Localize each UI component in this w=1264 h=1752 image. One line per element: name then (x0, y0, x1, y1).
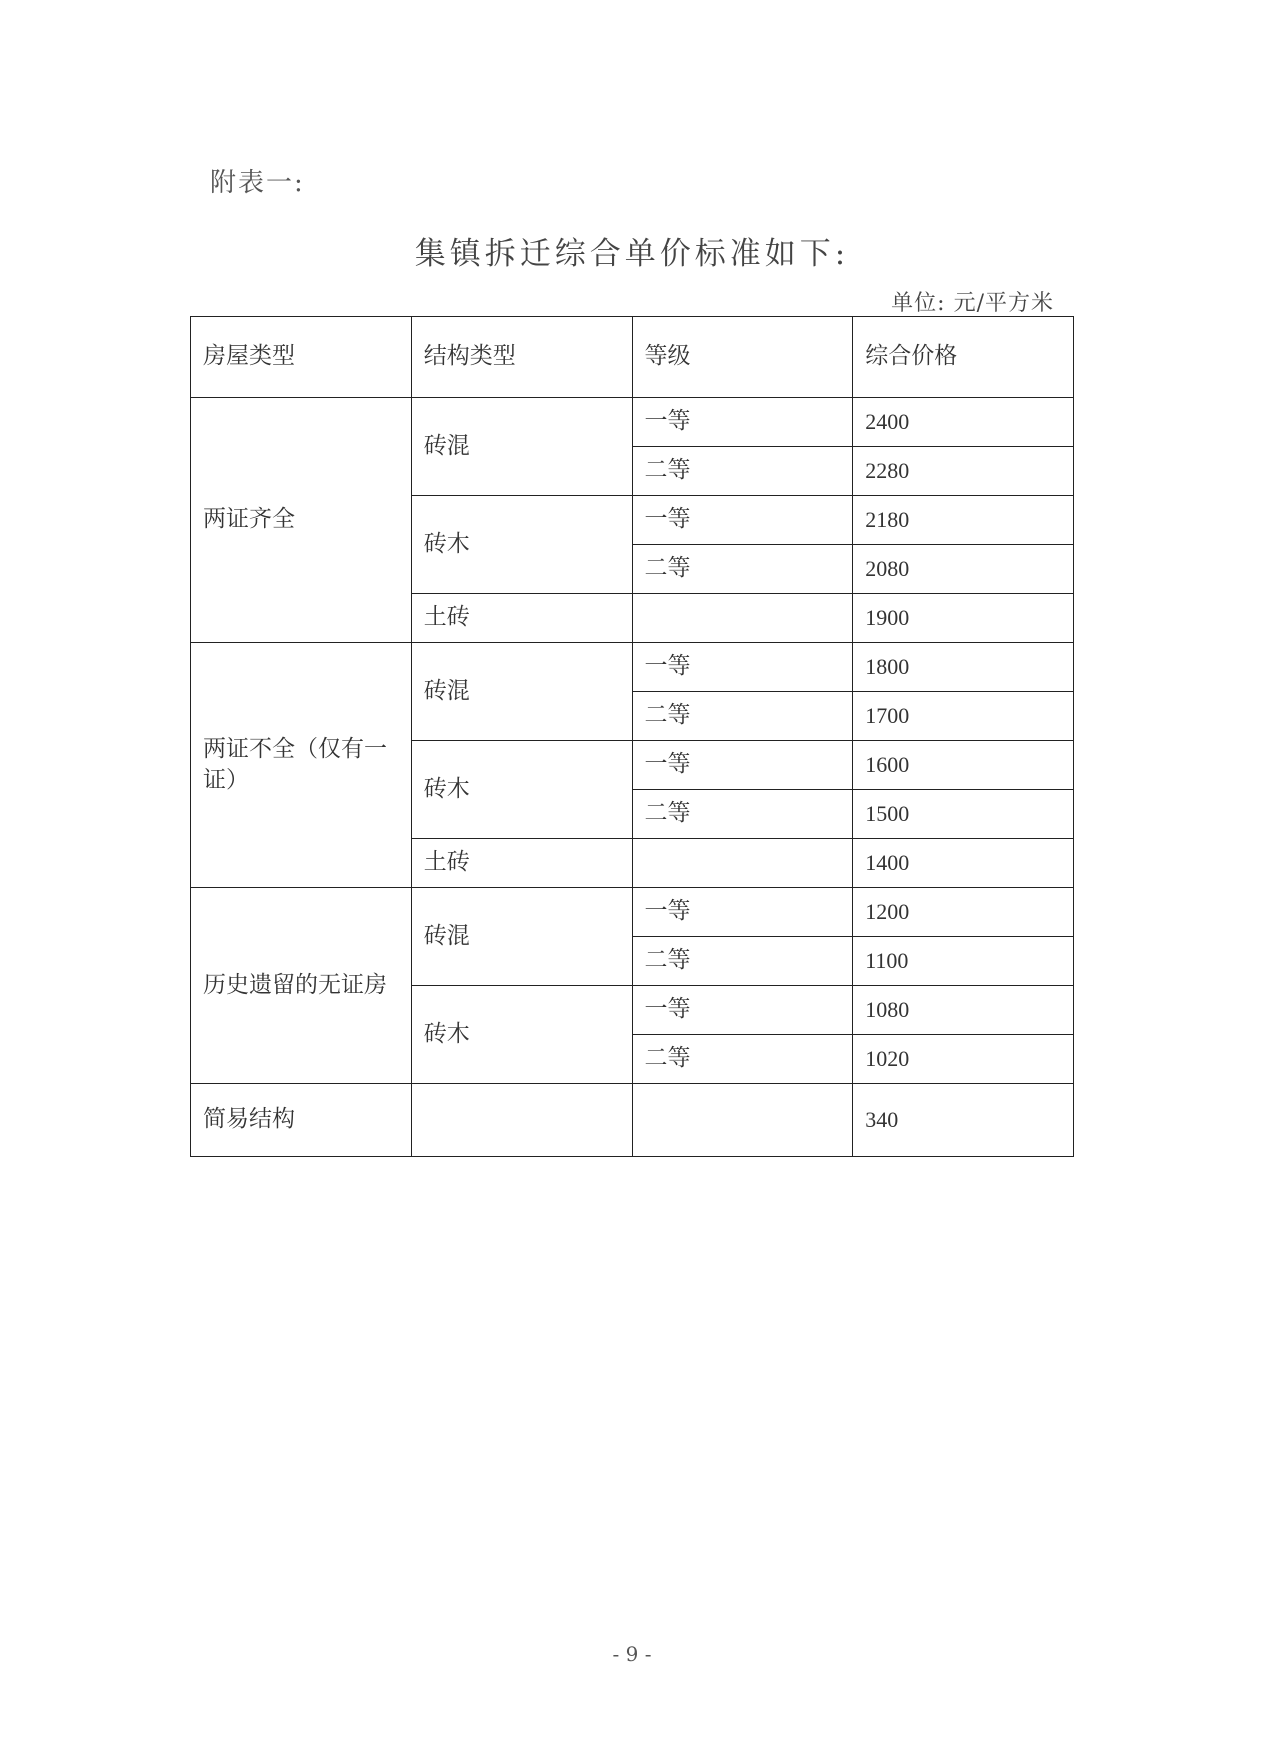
cell-price: 1900 (853, 594, 1074, 643)
cell-grade: 一等 (632, 888, 853, 937)
price-table (190, 316, 1074, 1157)
cell-structure-type: 砖木 (411, 986, 632, 1084)
cell-grade: 一等 (632, 643, 853, 692)
cell-structure-type: 砖混 (411, 398, 632, 496)
cell-structure-type: 砖混 (411, 888, 632, 986)
cell-house-type: 两证齐全 (191, 398, 412, 643)
cell-price: 1500 (853, 790, 1074, 839)
cell-grade (632, 839, 853, 888)
cell-price: 2080 (853, 545, 1074, 594)
page-title: 集镇拆迁综合单价标准如下: (414, 236, 850, 272)
table-row (191, 398, 1074, 447)
cell-price: 1400 (853, 839, 1074, 888)
cell-price: 1100 (853, 937, 1074, 986)
cell-grade: 一等 (632, 496, 853, 545)
cell-price: 340 (853, 1084, 1074, 1157)
cell-structure-type: 砖木 (411, 741, 632, 839)
cell-price: 1200 (853, 888, 1074, 937)
cell-price: 2280 (853, 447, 1074, 496)
cell-grade (632, 1084, 853, 1157)
cell-price: 1020 (853, 1035, 1074, 1084)
cell-price: 2400 (853, 398, 1074, 447)
cell-grade: 一等 (632, 741, 853, 790)
header-house-type: 房屋类型 (191, 317, 412, 398)
cell-structure-type: 砖木 (411, 496, 632, 594)
cell-price: 1800 (853, 643, 1074, 692)
cell-grade: 二等 (632, 790, 853, 839)
cell-grade (632, 594, 853, 643)
cell-structure-type: 土砖 (411, 594, 632, 643)
cell-house-type: 历史遗留的无证房 (191, 888, 412, 1084)
table-header-row (191, 317, 1074, 398)
cell-structure-type: 砖混 (411, 643, 632, 741)
cell-grade: 二等 (632, 545, 853, 594)
cell-grade: 二等 (632, 447, 853, 496)
cell-grade: 二等 (632, 937, 853, 986)
header-grade: 等级 (632, 317, 853, 398)
cell-structure-type: 土砖 (411, 839, 632, 888)
cell-price: 1600 (853, 741, 1074, 790)
unit-label: 单位: 元/平方米 (891, 291, 1054, 316)
cell-price: 1080 (853, 986, 1074, 1035)
cell-house-type: 简易结构 (191, 1084, 412, 1157)
cell-grade: 二等 (632, 692, 853, 741)
header-structure-type: 结构类型 (411, 317, 632, 398)
table-row (191, 643, 1074, 692)
cell-price: 2180 (853, 496, 1074, 545)
cell-structure-type (411, 1084, 632, 1157)
table-row (191, 888, 1074, 937)
appendix-label: 附表一: (210, 168, 305, 198)
cell-grade: 一等 (632, 986, 853, 1035)
page-number: - 9 - (612, 1642, 652, 1666)
cell-house-type: 两证不全（仅有一证） (191, 643, 412, 888)
cell-grade: 二等 (632, 1035, 853, 1084)
cell-grade: 一等 (632, 398, 853, 447)
table-row (191, 1084, 1074, 1157)
header-price: 综合价格 (853, 317, 1074, 398)
cell-price: 1700 (853, 692, 1074, 741)
